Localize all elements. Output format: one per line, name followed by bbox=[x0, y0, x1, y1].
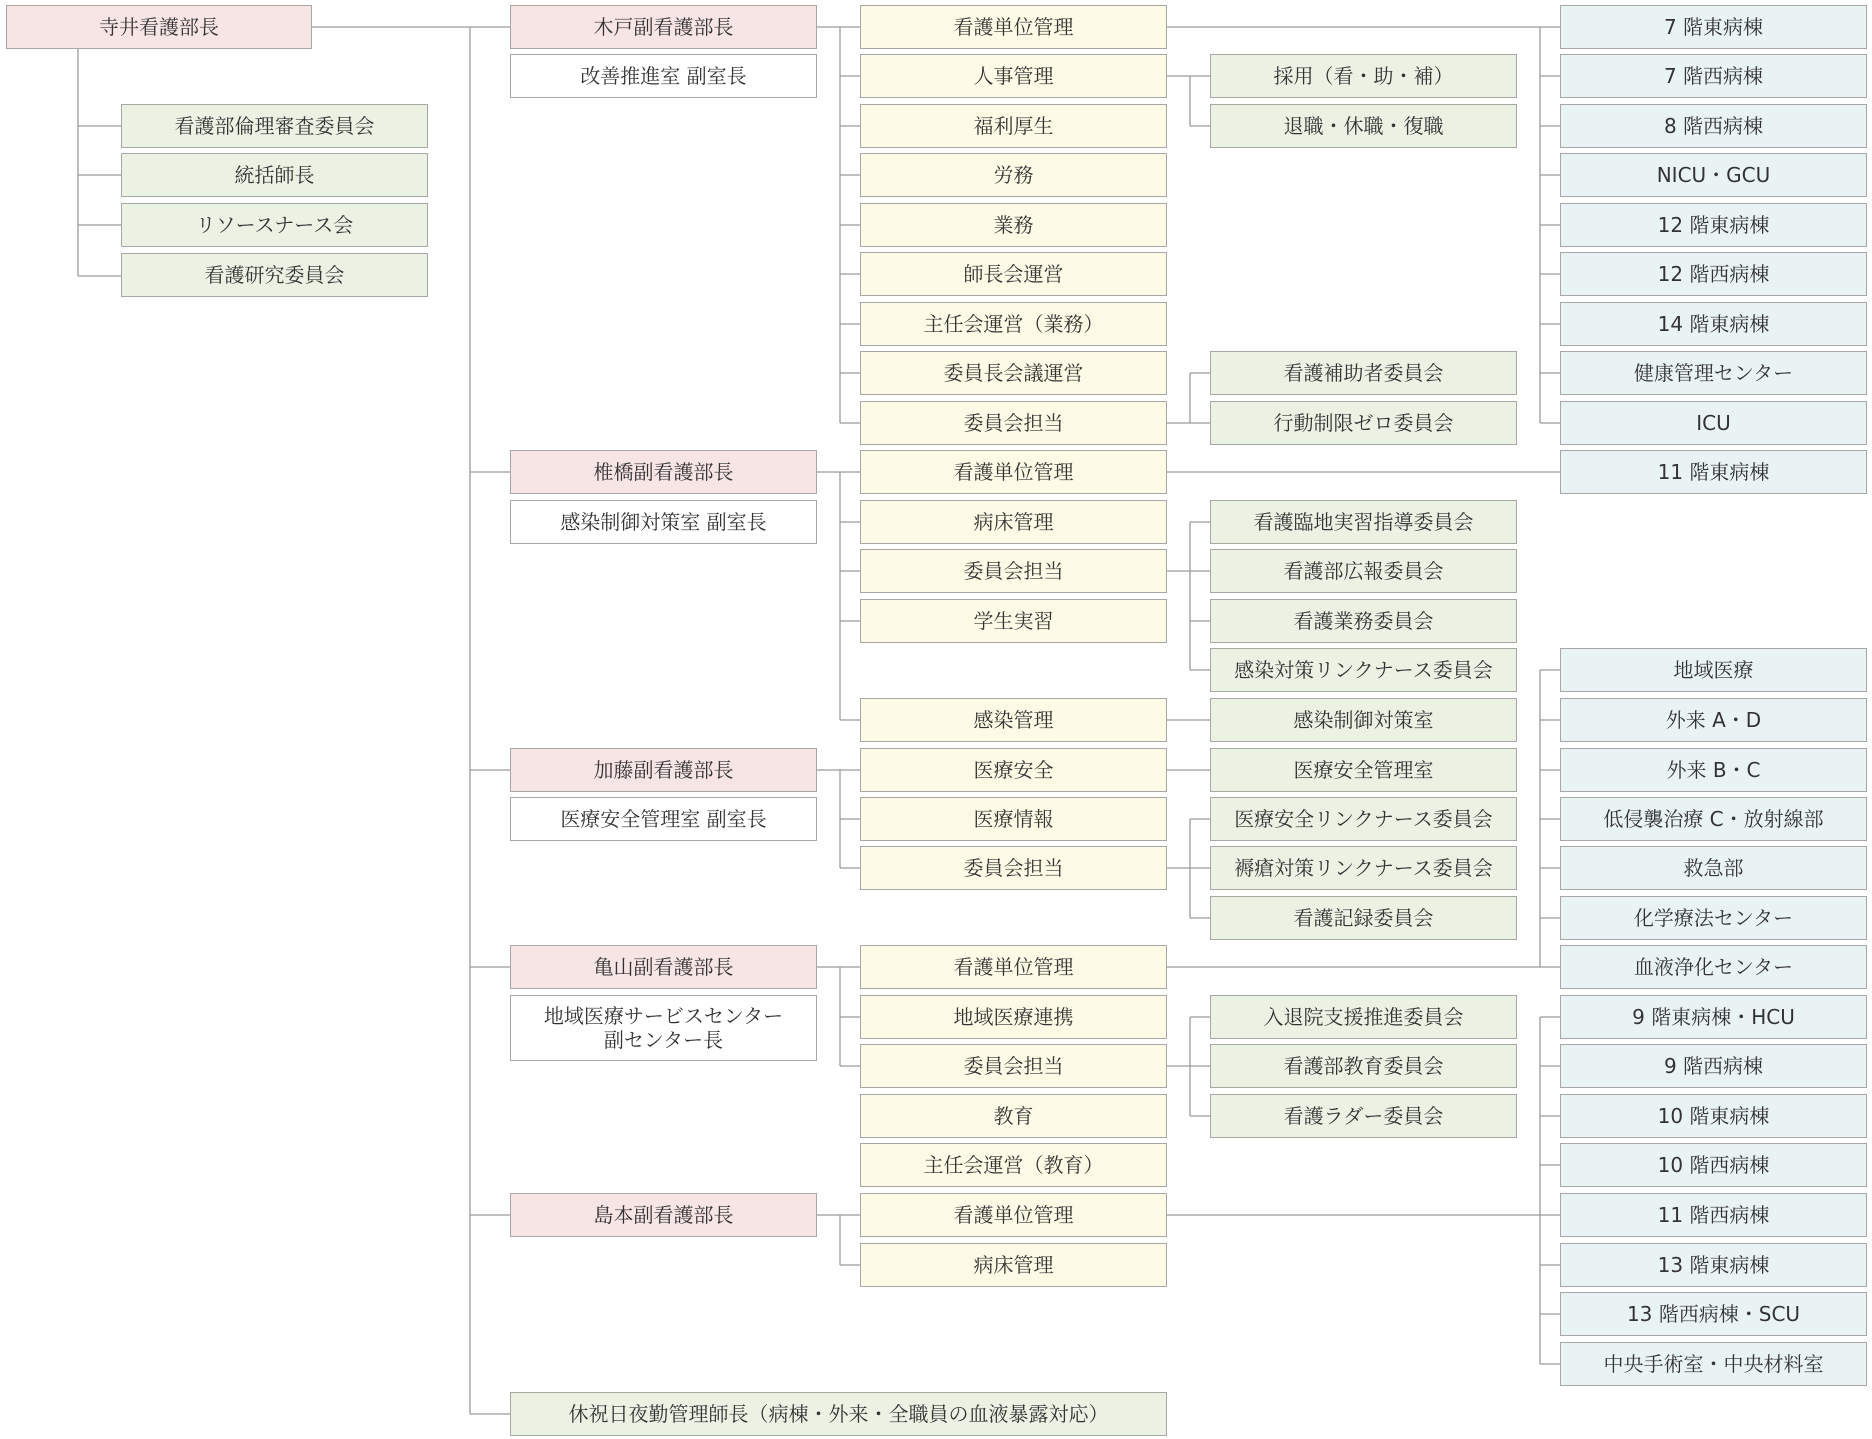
ward-item: 12 階東病棟 bbox=[1560, 203, 1867, 247]
ward-item: ICU bbox=[1560, 401, 1867, 445]
deputy-role: 感染制御対策室 副室長 bbox=[510, 500, 817, 544]
duty-item: 病床管理 bbox=[860, 1243, 1167, 1287]
head-committee: リソースナース会 bbox=[121, 203, 428, 247]
duty-item: 看護単位管理 bbox=[860, 5, 1167, 49]
ward-item: 11 階西病棟 bbox=[1560, 1193, 1867, 1237]
committee-item: 褥瘡対策リンクナース委員会 bbox=[1210, 846, 1517, 890]
ward-item: 中央手術室・中央材料室 bbox=[1560, 1342, 1867, 1386]
hr-subitem: 退職・休職・復職 bbox=[1210, 104, 1517, 148]
deputy-director: 木戸副看護部長 bbox=[510, 5, 817, 49]
holiday-night-manager: 休祝日夜勤管理師長（病棟・外来・全職員の血液暴露対応） bbox=[510, 1392, 1167, 1436]
ward-item: 救急部 bbox=[1560, 846, 1867, 890]
duty-item: 業務 bbox=[860, 203, 1167, 247]
ward-item: 9 階東病棟・HCU bbox=[1560, 995, 1867, 1039]
duty-item: 教育 bbox=[860, 1094, 1167, 1138]
committee-item: 医療安全リンクナース委員会 bbox=[1210, 797, 1517, 841]
ward-item: 14 階東病棟 bbox=[1560, 302, 1867, 346]
ward-item: 8 階西病棟 bbox=[1560, 104, 1867, 148]
duty-item: 委員会担当 bbox=[860, 549, 1167, 593]
infection-control-office: 感染制御対策室 bbox=[1210, 698, 1517, 742]
duty-item: 看護単位管理 bbox=[860, 1193, 1167, 1237]
committee-item: 感染対策リンクナース委員会 bbox=[1210, 648, 1517, 692]
deputy-role: 地域医療サービスセンター 副センター長 bbox=[510, 995, 817, 1061]
ward-item: 13 階東病棟 bbox=[1560, 1243, 1867, 1287]
ward-item: 外来 B・C bbox=[1560, 748, 1867, 792]
duty-item: 病床管理 bbox=[860, 500, 1167, 544]
committee-item: 看護補助者委員会 bbox=[1210, 351, 1517, 395]
committee-item: 入退院支援推進委員会 bbox=[1210, 995, 1517, 1039]
duty-item: 委員長会議運営 bbox=[860, 351, 1167, 395]
duty-item: 医療安全 bbox=[860, 748, 1167, 792]
duty-item: 人事管理 bbox=[860, 54, 1167, 98]
committee-item: 看護業務委員会 bbox=[1210, 599, 1517, 643]
duty-item: 委員会担当 bbox=[860, 1044, 1167, 1088]
hr-subitem: 採用（看・助・補） bbox=[1210, 54, 1517, 98]
ward-item: 血液浄化センター bbox=[1560, 945, 1867, 989]
duty-item: 主任会運営（業務） bbox=[860, 302, 1167, 346]
ward-item: 12 階西病棟 bbox=[1560, 252, 1867, 296]
duty-item: 福利厚生 bbox=[860, 104, 1167, 148]
duty-item: 地域医療連携 bbox=[860, 995, 1167, 1039]
committee-item: 看護ラダー委員会 bbox=[1210, 1094, 1517, 1138]
head-committee: 統括師長 bbox=[121, 153, 428, 197]
committee-item: 看護部教育委員会 bbox=[1210, 1044, 1517, 1088]
deputy-role: 医療安全管理室 副室長 bbox=[510, 797, 817, 841]
ward-item: 11 階東病棟 bbox=[1560, 450, 1867, 494]
duty-item: 労務 bbox=[860, 153, 1167, 197]
ward-item: 10 階東病棟 bbox=[1560, 1094, 1867, 1138]
committee-item: 看護臨地実習指導委員会 bbox=[1210, 500, 1517, 544]
ward-item: 7 階西病棟 bbox=[1560, 54, 1867, 98]
medical-safety-office: 医療安全管理室 bbox=[1210, 748, 1517, 792]
deputy-director: 加藤副看護部長 bbox=[510, 748, 817, 792]
deputy-director: 島本副看護部長 bbox=[510, 1193, 817, 1237]
duty-item: 師長会運営 bbox=[860, 252, 1167, 296]
ward-item: 9 階西病棟 bbox=[1560, 1044, 1867, 1088]
ward-item: NICU・GCU bbox=[1560, 153, 1867, 197]
deputy-director: 椎橋副看護部長 bbox=[510, 450, 817, 494]
duty-item: 看護単位管理 bbox=[860, 450, 1167, 494]
duty-item: 看護単位管理 bbox=[860, 945, 1167, 989]
duty-item: 医療情報 bbox=[860, 797, 1167, 841]
head-nurse-director: 寺井看護部長 bbox=[6, 5, 312, 49]
duty-item: 主任会運営（教育） bbox=[860, 1143, 1167, 1187]
ward-item: 13 階西病棟・SCU bbox=[1560, 1292, 1867, 1336]
ward-item: 化学療法センター bbox=[1560, 896, 1867, 940]
committee-item: 行動制限ゼロ委員会 bbox=[1210, 401, 1517, 445]
committee-item: 看護部広報委員会 bbox=[1210, 549, 1517, 593]
head-committee: 看護部倫理審査委員会 bbox=[121, 104, 428, 148]
duty-item: 委員会担当 bbox=[860, 846, 1167, 890]
duty-item: 感染管理 bbox=[860, 698, 1167, 742]
ward-item: 地域医療 bbox=[1560, 648, 1867, 692]
ward-item: 健康管理センター bbox=[1560, 351, 1867, 395]
ward-item: 10 階西病棟 bbox=[1560, 1143, 1867, 1187]
ward-item: 外来 A・D bbox=[1560, 698, 1867, 742]
head-committee: 看護研究委員会 bbox=[121, 253, 428, 297]
duty-item: 学生実習 bbox=[860, 599, 1167, 643]
ward-item: 7 階東病棟 bbox=[1560, 5, 1867, 49]
duty-item: 委員会担当 bbox=[860, 401, 1167, 445]
deputy-role: 改善推進室 副室長 bbox=[510, 54, 817, 98]
ward-item: 低侵襲治療 C・放射線部 bbox=[1560, 797, 1867, 841]
deputy-director: 亀山副看護部長 bbox=[510, 945, 817, 989]
committee-item: 看護記録委員会 bbox=[1210, 896, 1517, 940]
